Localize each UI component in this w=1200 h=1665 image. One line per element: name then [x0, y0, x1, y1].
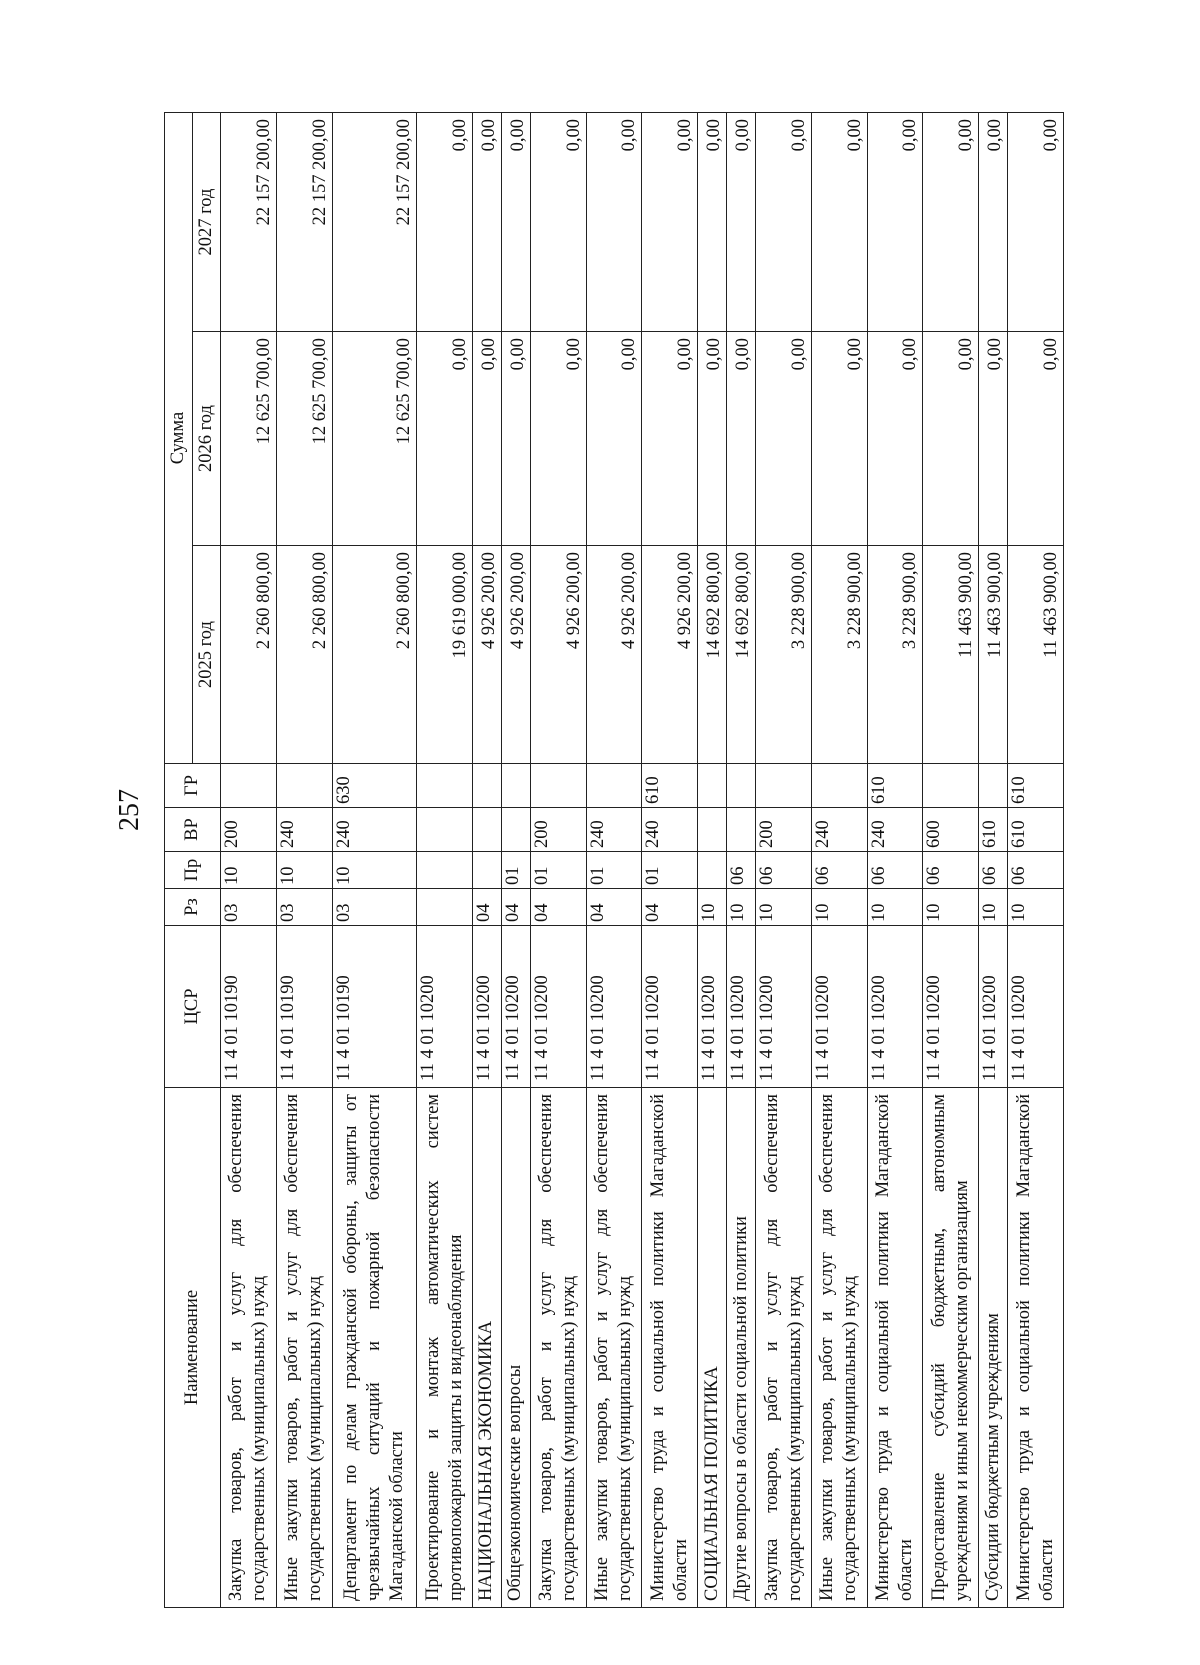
budget-table [164, 112, 1064, 1608]
row-amount-2025: 4 926 200,00 [586, 546, 642, 764]
row-amount-2026: 0,00 [530, 332, 586, 546]
row-csr: 11 4 01 10200 [586, 926, 642, 1088]
table-row [867, 113, 923, 1608]
row-amount-2025: 11 463 900,00 [979, 546, 1008, 764]
row-amount-2027: 0,00 [472, 113, 501, 332]
row-vr: 240 [642, 808, 698, 852]
table-row [472, 113, 501, 1608]
row-amount-2025: 3 228 900,00 [811, 546, 867, 764]
row-rz: 04 [586, 889, 642, 926]
row-gr [586, 764, 642, 808]
row-amount-2026: 12 625 700,00 [221, 332, 277, 546]
table-row [756, 113, 812, 1608]
row-csr: 11 4 01 10200 [642, 926, 698, 1088]
row-pr: 06 [867, 852, 923, 889]
row-rz: 10 [979, 889, 1008, 926]
row-amount-2026: 0,00 [867, 332, 923, 546]
row-amount-2027: 0,00 [727, 113, 756, 332]
table-row [923, 113, 979, 1608]
row-amount-2027: 22 157 200,00 [221, 113, 277, 332]
row-rz: 10 [811, 889, 867, 926]
row-csr: 11 4 01 10200 [756, 926, 812, 1088]
row-name: Закупка товаров, работ и услуг для обеспечения государственных (муниципальных) нужд [756, 1088, 812, 1608]
row-gr [276, 764, 332, 808]
row-gr: 630 [332, 764, 417, 808]
row-amount-2027: 0,00 [756, 113, 812, 332]
row-amount-2025: 14 692 800,00 [727, 546, 756, 764]
row-amount-2025: 3 228 900,00 [756, 546, 812, 764]
row-pr: 01 [642, 852, 698, 889]
header-2025: 2025 год [193, 546, 221, 764]
row-gr [530, 764, 586, 808]
row-amount-2027: 0,00 [530, 113, 586, 332]
row-rz: 04 [642, 889, 698, 926]
row-pr: 01 [501, 852, 530, 889]
row-amount-2027: 0,00 [501, 113, 530, 332]
row-amount-2025: 2 260 800,00 [332, 546, 417, 764]
row-amount-2026: 0,00 [923, 332, 979, 546]
header-rz: Рз [165, 889, 221, 926]
row-vr: 200 [221, 808, 277, 852]
row-gr [417, 764, 473, 808]
row-name: Другие вопросы в области социальной политики [727, 1088, 756, 1608]
row-rz: 10 [867, 889, 923, 926]
table-row [586, 113, 642, 1608]
table-header [165, 113, 221, 1608]
row-amount-2025: 19 619 000,00 [417, 546, 473, 764]
row-amount-2027: 0,00 [642, 113, 698, 332]
row-name: Министерство труда и социальной политики Магаданской области [867, 1088, 923, 1608]
row-amount-2027: 0,00 [698, 113, 727, 332]
row-name: СОЦИАЛЬНАЯ ПОЛИТИКА [698, 1088, 727, 1608]
table-row [417, 113, 473, 1608]
row-amount-2027: 22 157 200,00 [276, 113, 332, 332]
row-gr [727, 764, 756, 808]
row-amount-2025: 11 463 900,00 [923, 546, 979, 764]
row-amount-2025: 4 926 200,00 [642, 546, 698, 764]
row-gr [979, 764, 1008, 808]
row-amount-2027: 22 157 200,00 [332, 113, 417, 332]
row-pr [417, 852, 473, 889]
row-amount-2026: 12 625 700,00 [332, 332, 417, 546]
header-vr: ВР [165, 808, 221, 852]
table-row [221, 113, 277, 1608]
row-amount-2025: 14 692 800,00 [698, 546, 727, 764]
row-pr: 01 [530, 852, 586, 889]
row-gr [923, 764, 979, 808]
row-gr [811, 764, 867, 808]
row-amount-2026: 0,00 [642, 332, 698, 546]
row-rz: 10 [923, 889, 979, 926]
row-vr: 240 [586, 808, 642, 852]
row-amount-2026: 0,00 [811, 332, 867, 546]
row-gr [472, 764, 501, 808]
row-vr [472, 808, 501, 852]
row-rz: 04 [472, 889, 501, 926]
row-rz: 03 [221, 889, 277, 926]
row-rz [417, 889, 473, 926]
row-name: Общеэкономические вопросы [501, 1088, 530, 1608]
row-vr: 240 [867, 808, 923, 852]
row-rz: 10 [1008, 889, 1064, 926]
row-gr [501, 764, 530, 808]
row-amount-2025: 4 926 200,00 [472, 546, 501, 764]
row-amount-2026: 12 625 700,00 [276, 332, 332, 546]
row-rz: 10 [756, 889, 812, 926]
row-csr: 11 4 01 10200 [472, 926, 501, 1088]
row-gr: 610 [1008, 764, 1064, 808]
table-row [727, 113, 756, 1608]
row-vr: 600 [923, 808, 979, 852]
row-amount-2027: 0,00 [417, 113, 473, 332]
table-row [642, 113, 698, 1608]
row-amount-2026: 0,00 [727, 332, 756, 546]
row-pr: 06 [756, 852, 812, 889]
row-vr: 610 [979, 808, 1008, 852]
row-amount-2027: 0,00 [979, 113, 1008, 332]
row-pr: 10 [276, 852, 332, 889]
row-vr: 240 [332, 808, 417, 852]
row-amount-2027: 0,00 [586, 113, 642, 332]
row-amount-2026: 0,00 [698, 332, 727, 546]
table-body [221, 113, 1064, 1608]
row-vr: 610 [1008, 808, 1064, 852]
row-csr: 11 4 01 10200 [501, 926, 530, 1088]
row-amount-2025: 4 926 200,00 [530, 546, 586, 764]
row-pr: 06 [1008, 852, 1064, 889]
rotated-table-container [164, 113, 1064, 1608]
row-amount-2027: 0,00 [811, 113, 867, 332]
row-amount-2027: 0,00 [1008, 113, 1064, 332]
row-amount-2025: 2 260 800,00 [276, 546, 332, 764]
row-csr: 11 4 01 10200 [1008, 926, 1064, 1088]
row-rz: 04 [530, 889, 586, 926]
table-row [979, 113, 1008, 1608]
row-pr: 10 [332, 852, 417, 889]
row-gr [756, 764, 812, 808]
row-amount-2026: 0,00 [979, 332, 1008, 546]
table-row [276, 113, 332, 1608]
row-csr: 11 4 01 10200 [979, 926, 1008, 1088]
table-row [811, 113, 867, 1608]
row-csr: 11 4 01 10200 [530, 926, 586, 1088]
row-vr [501, 808, 530, 852]
row-csr: 11 4 01 10200 [811, 926, 867, 1088]
row-amount-2025: 11 463 900,00 [1008, 546, 1064, 764]
table-row [1008, 113, 1064, 1608]
row-name: Министерство труда и социальной политики Магаданской области [1008, 1088, 1064, 1608]
row-amount-2026: 0,00 [417, 332, 473, 546]
header-name: Наименование [165, 1088, 221, 1608]
row-pr: 10 [221, 852, 277, 889]
header-2026: 2026 год [193, 332, 221, 546]
row-pr [472, 852, 501, 889]
row-vr: 240 [811, 808, 867, 852]
header-gr: ГР [165, 764, 221, 808]
row-amount-2025: 2 260 800,00 [221, 546, 277, 764]
row-gr: 610 [867, 764, 923, 808]
row-name: Закупка товаров, работ и услуг для обеспечения государственных (муниципальных) нужд [530, 1088, 586, 1608]
row-vr: 240 [276, 808, 332, 852]
table-row [501, 113, 530, 1608]
row-gr [698, 764, 727, 808]
table-row [698, 113, 727, 1608]
row-csr: 11 4 01 10190 [276, 926, 332, 1088]
row-name: Иные закупки товаров, работ и услуг для обеспечения государственных (муниципальных) нужд [586, 1088, 642, 1608]
row-vr: 200 [756, 808, 812, 852]
row-pr [698, 852, 727, 889]
row-amount-2025: 3 228 900,00 [867, 546, 923, 764]
row-vr [698, 808, 727, 852]
row-rz: 03 [276, 889, 332, 926]
row-gr [221, 764, 277, 808]
row-amount-2026: 0,00 [756, 332, 812, 546]
row-rz: 10 [727, 889, 756, 926]
row-name: Субсидии бюджетным учреждениям [979, 1088, 1008, 1608]
row-amount-2026: 0,00 [586, 332, 642, 546]
header-sum: Сумма [165, 113, 193, 764]
row-csr: 11 4 01 10190 [332, 926, 417, 1088]
row-amount-2026: 0,00 [472, 332, 501, 546]
row-vr [727, 808, 756, 852]
row-amount-2027: 0,00 [923, 113, 979, 332]
header-2027: 2027 год [193, 113, 221, 332]
row-name: Проектирование и монтаж автоматических систем противопожарной защиты и видеонаблюдения [417, 1088, 473, 1608]
header-csr: ЦСР [165, 926, 221, 1088]
row-amount-2026: 0,00 [501, 332, 530, 546]
row-rz: 03 [332, 889, 417, 926]
row-name: Иные закупки товаров, работ и услуг для обеспечения государственных (муниципальных) нужд [811, 1088, 867, 1608]
row-gr: 610 [642, 764, 698, 808]
row-csr: 11 4 01 10190 [221, 926, 277, 1088]
row-amount-2025: 4 926 200,00 [501, 546, 530, 764]
row-pr: 06 [811, 852, 867, 889]
row-name: Иные закупки товаров, работ и услуг для обеспечения государственных (муниципальных) нужд [276, 1088, 332, 1608]
row-csr: 11 4 01 10200 [923, 926, 979, 1088]
page-number: 257 [114, 789, 145, 831]
row-amount-2026: 0,00 [1008, 332, 1064, 546]
row-name: Закупка товаров, работ и услуг для обеспечения государственных (муниципальных) нужд [221, 1088, 277, 1608]
row-name: НАЦИОНАЛЬНАЯ ЭКОНОМИКА [472, 1088, 501, 1608]
row-csr: 11 4 01 10200 [417, 926, 473, 1088]
row-csr: 11 4 01 10200 [698, 926, 727, 1088]
table-row [332, 113, 417, 1608]
row-vr: 200 [530, 808, 586, 852]
header-pr: Пр [165, 852, 221, 889]
table-row [530, 113, 586, 1608]
row-amount-2027: 0,00 [867, 113, 923, 332]
row-name: Предоставление субсидий бюджетным, автономным учреждениям и иным некоммерческим организациям [923, 1088, 979, 1608]
row-csr: 11 4 01 10200 [867, 926, 923, 1088]
row-name: Министерство труда и социальной политики Магаданской области [642, 1088, 698, 1608]
row-pr: 06 [923, 852, 979, 889]
row-csr: 11 4 01 10200 [727, 926, 756, 1088]
row-pr: 06 [727, 852, 756, 889]
row-pr: 06 [979, 852, 1008, 889]
row-name: Департамент по делам гражданской обороны, защиты от чрезвычайных ситуаций и пожарной безопасности Магаданской области [332, 1088, 417, 1608]
row-rz: 10 [698, 889, 727, 926]
row-pr: 01 [586, 852, 642, 889]
row-vr [417, 808, 473, 852]
row-rz: 04 [501, 889, 530, 926]
